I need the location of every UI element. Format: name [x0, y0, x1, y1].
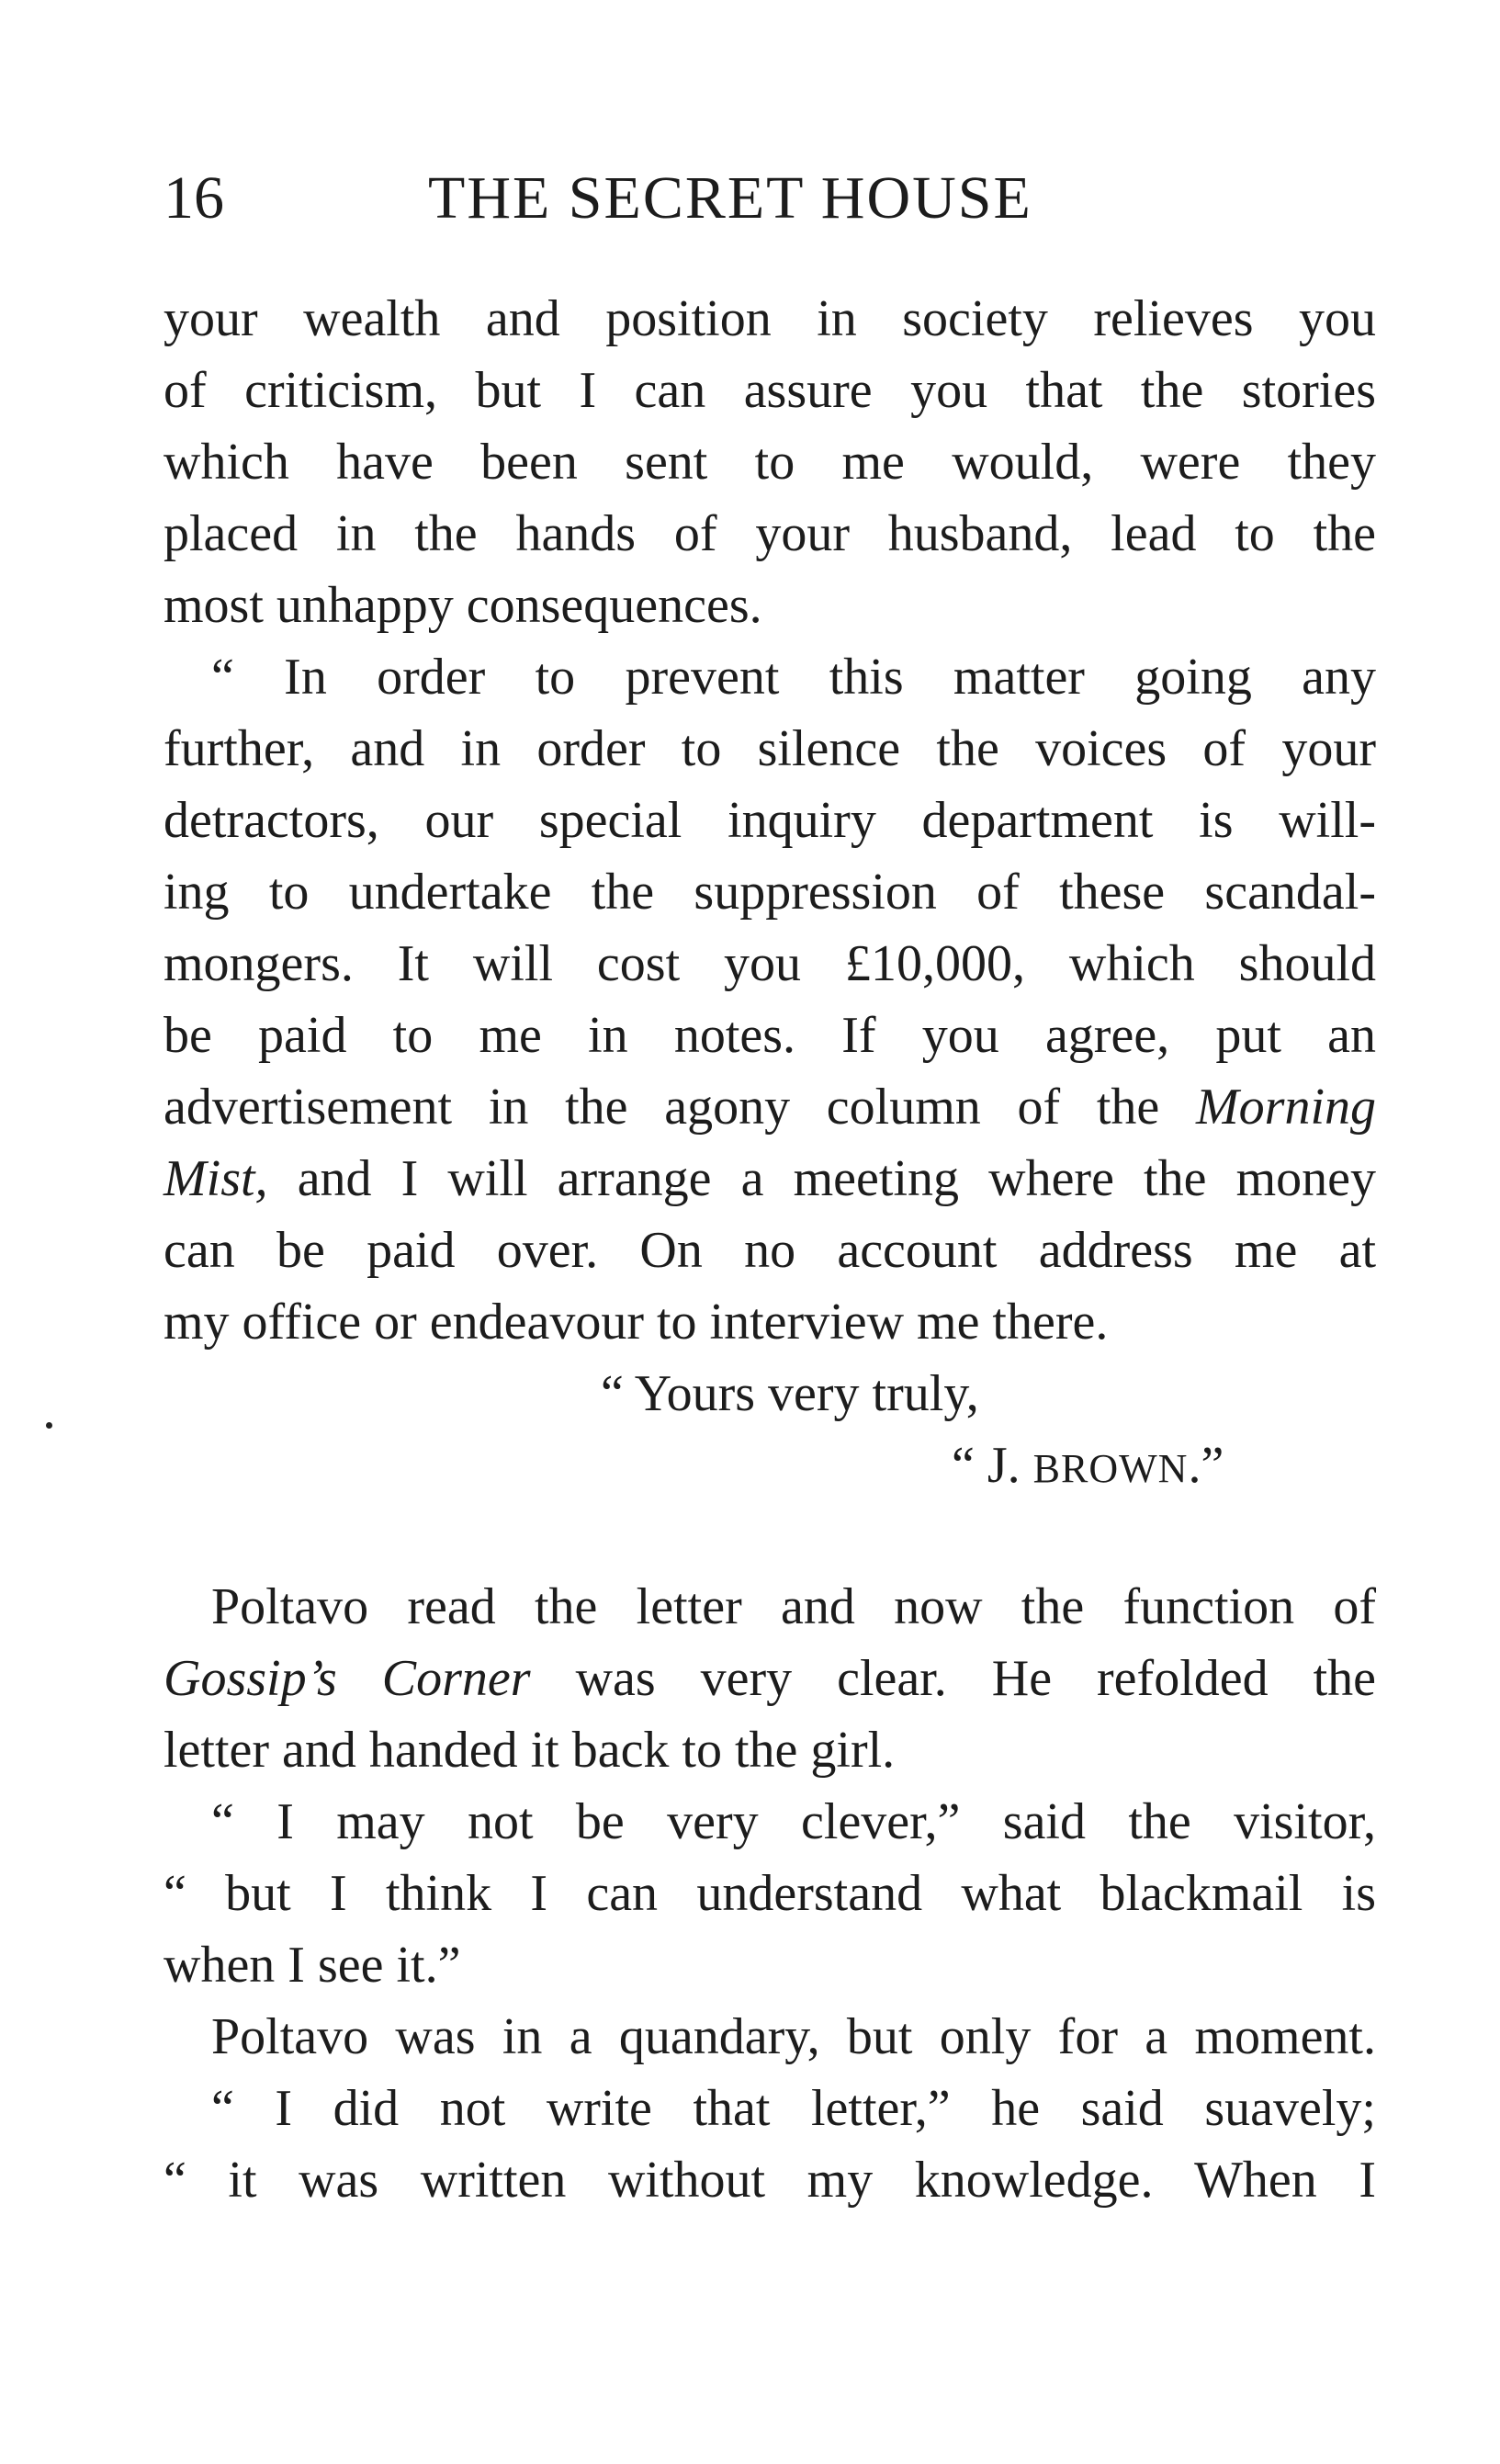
text-line: ing to undertake the suppression of these scandal-	[164, 864, 1376, 921]
text-line	[164, 1143, 1376, 1215]
text-line: my office or endeavour to interview me there.	[164, 1294, 1109, 1351]
text-line: further, and in order to silence the voices of your	[164, 720, 1376, 777]
text-line: which have been sent to me would, were they	[164, 434, 1376, 491]
text-line: Poltavo was in a quandary, but only for a moment.	[211, 2008, 1376, 2065]
page-header	[164, 162, 1376, 235]
letter-body	[164, 283, 1376, 1501]
text-line	[164, 1071, 1376, 1143]
text-line: “ it was written without my knowledge. When I	[164, 2152, 1376, 2209]
newspaper-title: Mist,	[164, 1150, 268, 1207]
text-line: of criticism, but I can assure you that the stories	[164, 362, 1376, 419]
text-line: your wealth and position in society relieves you	[164, 290, 1376, 347]
text-line	[164, 1643, 1376, 1714]
text-line: can be paid over. On no account address me at	[164, 1222, 1376, 1279]
text-segment: and I will arrange a meeting where the money	[297, 1150, 1377, 1207]
ink-speck	[46, 1422, 52, 1429]
text-line: “ I may not be very clever,” said the visitor,	[211, 1793, 1376, 1850]
page-number: 16	[164, 164, 224, 232]
text-line: letter and handed it back to the girl.	[164, 1722, 896, 1779]
letter-closing: “ Yours very truly,	[601, 1365, 979, 1422]
text-line: “ I did not write that letter,” he said suavely;	[211, 2080, 1376, 2137]
text-line: mongers. It will cost you £10,000, which should	[164, 935, 1376, 992]
text-segment: was very clear. He refolded the	[575, 1650, 1376, 1707]
running-title: THE SECRET HOUSE	[428, 164, 1032, 232]
text-line: be paid to me in notes. If you agree, put an	[164, 1007, 1376, 1064]
publication-title: Gossip’s Corner	[164, 1650, 531, 1707]
text-line: “ In order to prevent this matter going any	[211, 649, 1376, 706]
newspaper-title: Morning	[1196, 1079, 1376, 1136]
signature-close: .”	[1188, 1437, 1224, 1494]
letter-signature	[164, 1430, 1376, 1501]
text-line: placed in the hands of your husband, lead to the	[164, 505, 1376, 562]
signature-name: BROWN	[1032, 1446, 1189, 1491]
signature-open: “ J.	[952, 1437, 1033, 1494]
text-line: Poltavo read the letter and now the function of	[211, 1578, 1376, 1635]
text-line: “ but I think I can understand what blackmail is	[164, 1865, 1376, 1922]
text-line: when I see it.”	[164, 1937, 461, 1994]
narrative-body	[164, 1571, 1376, 2216]
text-line: detractors, our special inquiry department is will-	[164, 792, 1376, 849]
text-segment: advertisement in the agony column of the	[164, 1079, 1160, 1136]
text-line: most unhappy consequences.	[164, 577, 762, 634]
